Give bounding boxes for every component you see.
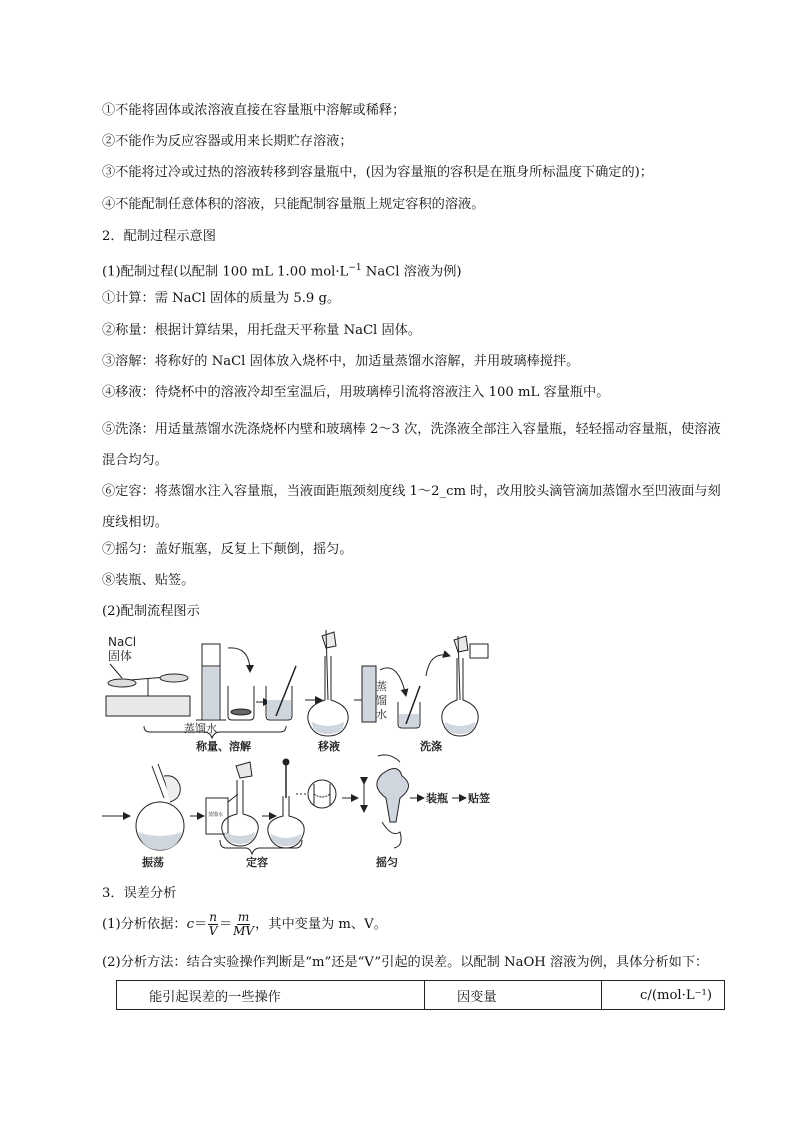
invert-mix-label: 摇匀 xyxy=(376,856,398,869)
arrow-wash xyxy=(426,655,450,676)
invert-mix-icon xyxy=(364,755,409,848)
basis-suffix: ，其中变量为 m、V。 xyxy=(255,917,387,932)
meniscus-magnifier-icon xyxy=(296,780,336,808)
sub1-text: (1)配制过程(以配制 100 mL 1.00 mol·L xyxy=(102,264,349,280)
water-char-3: 水 xyxy=(376,708,387,721)
distilled-water-label: 蒸馏水 xyxy=(184,722,217,735)
formula-eq-2: ＝ xyxy=(218,917,233,932)
wash-label: 洗涤 xyxy=(420,740,442,753)
section-2-heading: 2．配制过程示意图 xyxy=(102,229,216,244)
denominator-mv: MV xyxy=(233,924,255,938)
step-shake: ⑦摇匀：盖好瓶塞，反复上下颠倒，摇匀。 xyxy=(102,542,353,557)
step-weigh: ②称量：根据计算结果，用托盘天平称量 NaCl 固体。 xyxy=(102,323,422,338)
water-char-1: 蒸 xyxy=(376,680,387,693)
error-analysis-table xyxy=(116,980,725,1010)
graduated-cylinder-icon xyxy=(184,644,226,735)
analysis-basis xyxy=(102,910,387,940)
bottle-label: 装瓶 xyxy=(426,792,448,805)
step-transfer: ④移液：待烧杯中的溶液冷却至室温后，用玻璃棒引流将溶液注入 100 mL 容量瓶中。 xyxy=(102,385,610,400)
sub1-superscript: −1 xyxy=(348,263,362,273)
numerator-n: n xyxy=(209,910,217,924)
formula-eq-1: ＝ xyxy=(194,917,208,932)
fraction-n-over-v xyxy=(208,911,218,938)
sub-heading-process xyxy=(102,259,462,281)
fraction-m-over-mv xyxy=(233,911,254,938)
table-header-row xyxy=(117,981,725,1010)
solid-label: 固体 xyxy=(108,649,133,663)
step-bottle: ⑧装瓶、贴签。 xyxy=(102,573,195,588)
restriction-4: ④不能配制任意体积的溶液，只能配制容量瓶上规定容积的溶液。 xyxy=(102,197,485,212)
analysis-method: (2)分析方法：结合实验操作判断是“m”还是“V”引起的误差。以配制 NaOH 溶液为例，具体分析如下： xyxy=(102,955,709,970)
fix-volume-label: 定容 xyxy=(246,856,268,869)
dropper-flask-icon xyxy=(268,759,304,848)
arrow-pour xyxy=(228,648,250,672)
header-operation: 能引起误差的一些操作 xyxy=(117,981,425,1010)
header-variable: 因变量 xyxy=(425,981,602,1010)
header-concentration: c/(mol·L⁻¹) xyxy=(602,981,725,1010)
step-calculate: ①计算：需 NaCl 固体的质量为 5.9 g。 xyxy=(102,291,341,306)
restriction-1: ①不能将固体或浓溶液直接在容量瓶中溶解或稀释； xyxy=(102,103,406,118)
sub1-text-end: NaCl 溶液为例) xyxy=(361,264,462,280)
formula-c: c xyxy=(186,917,195,932)
transfer-label: 移液 xyxy=(318,740,340,753)
step-wash: ⑤洗涤：用适量蒸馏水洗涤烧杯内壁和玻璃棒 2～3 次，洗涤液全部注入容量瓶，轻轻摇动容量瓶，使溶液混合均匀。 xyxy=(102,422,721,468)
shake-label: 振荡 xyxy=(142,856,164,869)
preparation-flow-diagram xyxy=(100,626,500,874)
wash-bottle-label: 蒸馏水 xyxy=(208,812,224,818)
beaker-icon xyxy=(228,686,254,720)
distilled-water-cylinder-icon xyxy=(362,666,387,722)
shaking-flask-icon xyxy=(136,764,184,850)
step-dissolve: ③溶解：将称好的 NaCl 固体放入烧杯中，加适量蒸馏水溶解，并用玻璃棒搅拌。 xyxy=(102,354,580,369)
balance-icon xyxy=(106,635,190,716)
section-3-heading: 3．误差分析 xyxy=(102,886,177,901)
label-attach-label: 贴签 xyxy=(468,792,490,805)
volumetric-flask-transfer-icon xyxy=(308,630,348,736)
step-fix-volume: ⑥定容：将蒸馏水注入容量瓶，当液面距瓶颈刻度线 1～2_cm 时，改用胶头滴管滴加蒸馏水至凹液面与刻度线相切。 xyxy=(102,484,721,530)
numerator-m: m xyxy=(237,910,250,924)
restriction-3: ③不能将过冷或过热的溶液转移到容量瓶中，(因为容量瓶的容积是在瓶身所标温度下确定的)； xyxy=(102,165,653,180)
basis-prefix: (1)分析依据： xyxy=(102,917,187,932)
denominator-v: V xyxy=(208,924,218,938)
water-char-2: 馏 xyxy=(376,694,387,707)
weigh-dissolve-label: 称量、溶解 xyxy=(196,740,251,753)
stirring-beaker-icon xyxy=(266,666,296,720)
nacl-label: NaCl xyxy=(108,635,137,649)
washing-beaker-icon xyxy=(398,686,420,728)
restriction-2: ②不能作为反应容器或用来长期贮存溶液； xyxy=(102,134,353,149)
washing-flask-icon xyxy=(442,636,488,736)
sub-heading-flow: (2)配制流程图示 xyxy=(102,604,200,619)
